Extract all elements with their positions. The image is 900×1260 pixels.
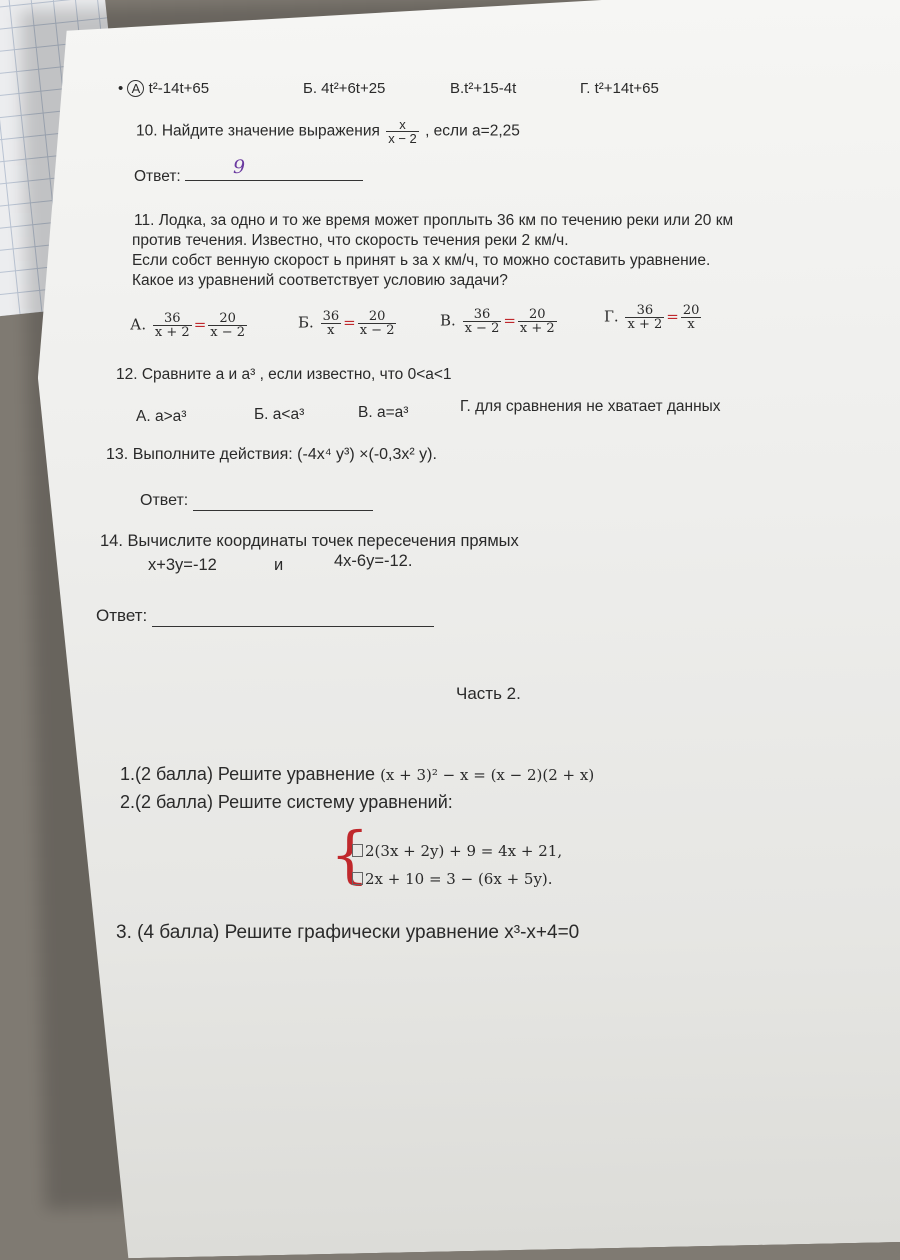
part2-task1 — [120, 764, 594, 785]
missing-glyph-box — [352, 844, 363, 857]
q11-option-c: В. $\frac{36}{x - 2}$ = $\frac{20}{x + 2}$ — [440, 307, 555, 336]
q14-text: 14. Вычислите координаты точек пересечения прямых — [100, 532, 519, 550]
q11-b-num1: 36 — [322, 309, 340, 324]
q11-b-num2: 20 — [358, 310, 397, 324]
q11-option-b: Б. $\frac{36}{x}$ = $\frac{20}{x - 2}$ — [298, 309, 395, 338]
q9-selected-circle: А — [127, 80, 144, 97]
q11-a-den2: x − 2 — [210, 325, 246, 340]
q12-option-a: А. a>a³ — [136, 408, 187, 425]
system-eq2-text: 2x + 10 = 3 − (6x + 5y). — [365, 870, 553, 888]
q11-c-num1: 36 — [463, 308, 502, 322]
q11-d-num2: 20 — [682, 303, 700, 318]
q11-b-den1: x — [327, 323, 335, 338]
part2-heading: Часть 2. — [456, 684, 521, 703]
q11-b-den2: x − 2 — [359, 323, 395, 338]
q14-answer-label: Ответ: — [96, 606, 148, 625]
q12-option-b: Б. a<a³ — [254, 406, 305, 423]
q9-option-b: Б. 4t²+6t+25 — [303, 80, 386, 97]
q11-option-a: А. $\frac{36}{x + 2}$ = $\frac{20}{x - 2}$ — [130, 311, 246, 340]
q14-answer-blank[interactable] — [152, 606, 434, 627]
part2-task3: 3. (4 балла) Решите графически уравнение x³-x+4=0 — [116, 922, 580, 943]
q11-line3: Если собст венную скорост ь принят ь за x км/ч, то можно составить уравнение. — [132, 252, 711, 269]
q10-text: 10. Найдите значение выражения — [136, 122, 380, 140]
q11-option-c-label: В. — [440, 311, 456, 330]
q12-option-d: Г. для сравнения не хватает данных — [460, 398, 721, 415]
q11-line4: Какое из уравнений соответствует условию задачи? — [132, 272, 508, 289]
q10-answer-label: Ответ: — [134, 168, 181, 185]
q9-option-c: В.t²+15-4t — [450, 80, 517, 97]
q11-c-num2: 20 — [518, 308, 557, 322]
q11-a-num1: 36 — [153, 312, 192, 326]
q11-option-a-label: А. — [130, 315, 147, 334]
q11-d-num1: 36 — [625, 304, 664, 318]
system-eq1-text: 2(3x + 2y) + 9 = 4x + 21, — [365, 842, 563, 860]
q9-marker: • — [118, 80, 124, 97]
system-eq2 — [352, 870, 553, 888]
q14-answer — [96, 606, 434, 627]
q14-eq1: x+3y=-12 — [148, 556, 217, 574]
q14-eq2: 4x-6y=-12. — [334, 552, 413, 570]
q10-fraction — [386, 118, 419, 145]
q11-a-den1: x + 2 — [154, 325, 190, 340]
q11-d-den2: x — [687, 317, 695, 332]
q13-answer-blank[interactable] — [193, 492, 373, 511]
q13-text: 13. Выполните действия: (-4x⁴ y³) ×(-0,3x² y). — [106, 446, 437, 463]
q11-c-den2: x + 2 — [519, 321, 555, 336]
task1-text: 1.(2 балла) Решите уравнение — [120, 764, 376, 784]
q10-answer — [134, 156, 363, 186]
missing-glyph-box — [352, 872, 363, 885]
q10-handwritten-answer: 9 — [233, 156, 246, 178]
q10-condition: , если a=2,25 — [425, 122, 520, 140]
q11-a-num2: 20 — [208, 312, 247, 326]
q9-option-d: Г. t²+14t+65 — [580, 80, 659, 97]
system-eq1 — [352, 842, 562, 860]
q11-line2: против течения. Известно, что скорость течения реки 2 км/ч. — [132, 232, 569, 249]
q13-answer — [140, 492, 373, 511]
q12-text: 12. Сравните а и а³ , если известно, что 0<a<1 — [116, 366, 452, 383]
q9-options — [118, 80, 209, 97]
q13-answer-label: Ответ: — [140, 492, 189, 509]
q11-line1: 11. Лодка, за одно и то же время может проплыть 36 км по течению реки или 20 км — [134, 212, 734, 229]
q11-d-den1: x + 2 — [627, 317, 663, 332]
system-brace: { — [330, 818, 370, 891]
part2-task2: 2.(2 балла) Решите систему уравнений: — [120, 792, 453, 812]
q11-option-b-label: Б. — [298, 313, 314, 332]
q10-answer-blank[interactable] — [185, 156, 363, 181]
q9-option-a: t²-14t+65 — [148, 80, 210, 97]
q11-c-den1: x − 2 — [464, 321, 500, 336]
q10-frac-num: x — [386, 118, 419, 132]
q11-option-d-label: Г. — [604, 307, 619, 326]
q10-frac-den: x − 2 — [388, 131, 417, 146]
q12-option-c: В. a=a³ — [358, 404, 409, 421]
q11-option-d: Г. $\frac{36}{x + 2}$ = $\frac{20}{x}$ — [604, 303, 700, 332]
q14-conj: и — [274, 556, 284, 574]
q10-line — [136, 118, 520, 145]
task1-equation: (x + 3)² − x = (x − 2)(2 + x) — [380, 766, 595, 784]
